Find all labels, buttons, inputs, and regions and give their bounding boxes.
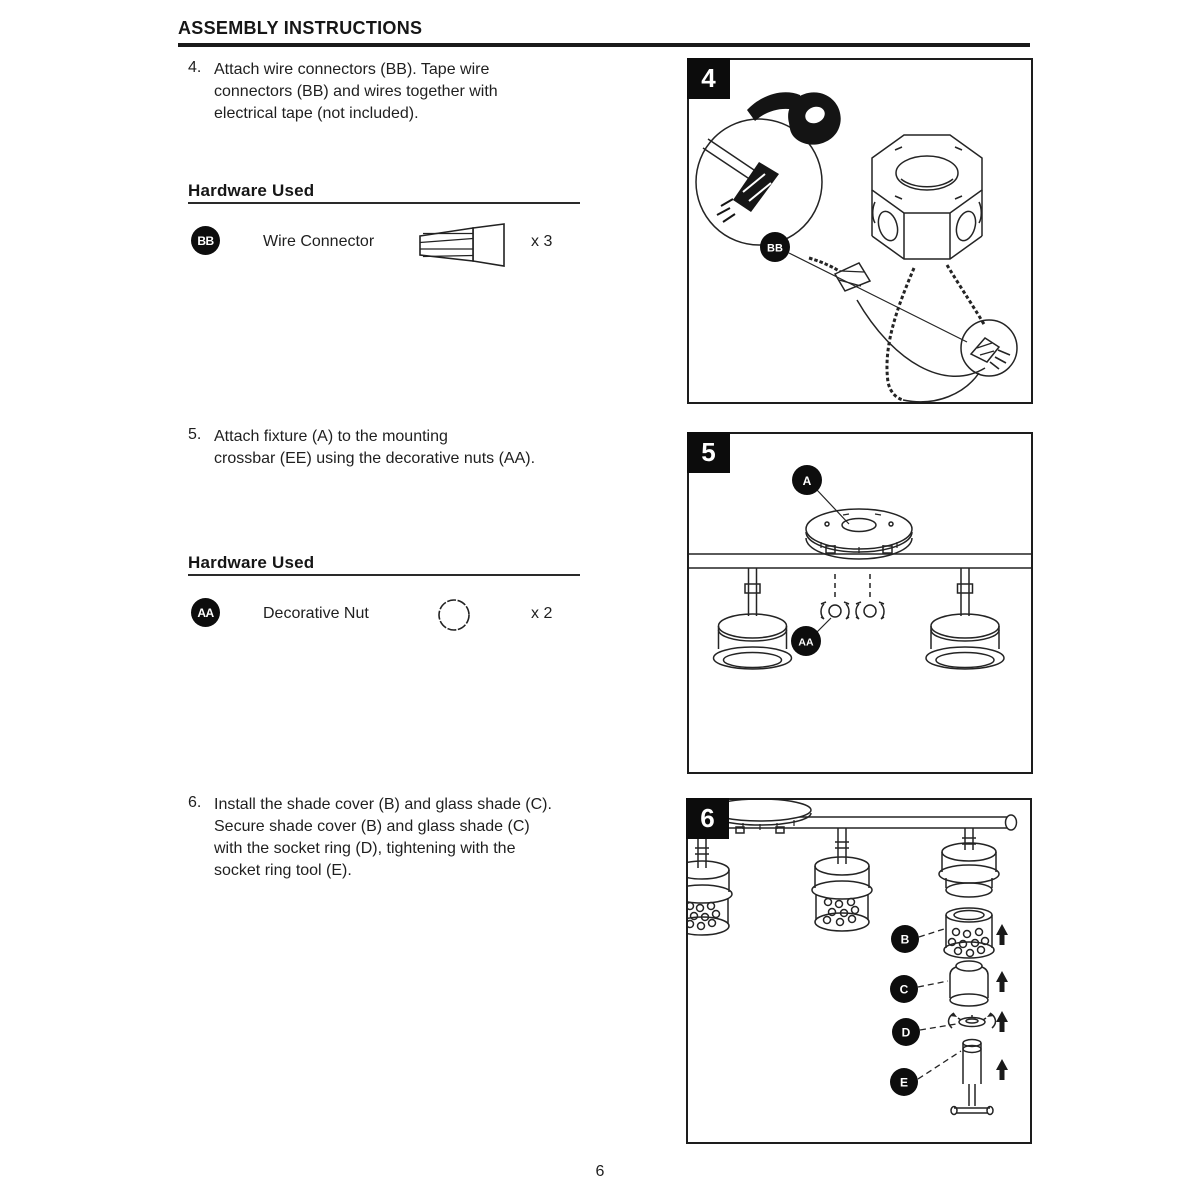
figure-6-number-badge: 6 [686, 798, 729, 839]
step-5-number: 5. [188, 426, 202, 443]
callout-aa-label: AA [798, 636, 814, 649]
hardware-used-heading-1: Hardware Used [188, 181, 315, 200]
callout-b-label: B [900, 932, 910, 947]
callout-bb-label: BB [767, 242, 783, 255]
lamp-socket-middle [812, 828, 872, 931]
step-4 [188, 59, 498, 125]
octagon-junction-box [872, 135, 982, 259]
figure-4-number-badge: 4 [687, 58, 730, 99]
decorative-nuts [821, 602, 884, 619]
hardware-qty-1: x 3 [531, 233, 553, 250]
up-arrows [996, 924, 1008, 1080]
callout-d-label: D [901, 1025, 911, 1040]
socket-ring-tool [951, 1040, 993, 1115]
shade-cover [944, 908, 994, 958]
alignment-dashes [835, 574, 870, 600]
step-4-number: 4. [188, 59, 202, 76]
canopy-fixture [806, 509, 912, 559]
hardware-rule-1 [188, 202, 580, 204]
lamp-socket-right [939, 828, 999, 897]
title-underline [178, 43, 1030, 47]
socket-ring [949, 1013, 996, 1028]
hardware-qty-2: x 2 [531, 605, 553, 622]
lamp-socket-right [926, 568, 1004, 669]
hardware-item-label-1: Wire Connector [263, 233, 375, 250]
step-4-text: Attach wire connectors (BB). Tape wire connectors (BB) and wires together with electrical tape (not included). [214, 61, 498, 122]
page-title: ASSEMBLY INSTRUCTIONS [178, 18, 423, 38]
step-5 [188, 426, 535, 470]
callout-c-label: C [899, 982, 909, 997]
hardware-badge-aa: AA [191, 598, 220, 627]
hardware-used-heading-2: Hardware Used [188, 553, 315, 572]
callout-a-label: A [802, 474, 812, 488]
figure-step-6 [686, 798, 1032, 1144]
figure-6-drawing [688, 800, 1030, 1142]
lamp-socket-left [714, 568, 792, 669]
decorative-nut-icon [436, 597, 472, 633]
wires [809, 258, 985, 402]
figure-step-4 [687, 58, 1033, 404]
callout-e-label: E [899, 1075, 909, 1090]
hardware-item-label-2: Decorative Nut [263, 605, 369, 622]
step-5-text: Attach fixture (A) to the mounting crossbar (EE) using the decorative nuts (AA). [214, 428, 536, 467]
figure-4-drawing [689, 60, 1031, 402]
step-6-number: 6. [188, 794, 202, 811]
glass-shade [950, 961, 988, 1006]
figure-step-5 [687, 432, 1033, 774]
mounting-crossbar [689, 554, 1031, 568]
page-number: 6 [595, 1163, 605, 1180]
figure-5-drawing [689, 434, 1031, 772]
step-6 [188, 794, 552, 882]
step-6-text: Install the shade cover (B) and glass shade (C). Secure shade cover (B) and glass shade (C) with the socket ring (D), tightening with the socket ring tool (E). [214, 796, 552, 879]
wire-connector-icon [413, 220, 513, 270]
lamp-socket-left [688, 833, 732, 935]
hardware-badge-bb: BB [191, 226, 220, 255]
wire-connector [733, 162, 779, 212]
figure-5-number-badge: 5 [687, 432, 730, 473]
hardware-rule-2 [188, 574, 580, 576]
detail-circle [961, 320, 1017, 376]
